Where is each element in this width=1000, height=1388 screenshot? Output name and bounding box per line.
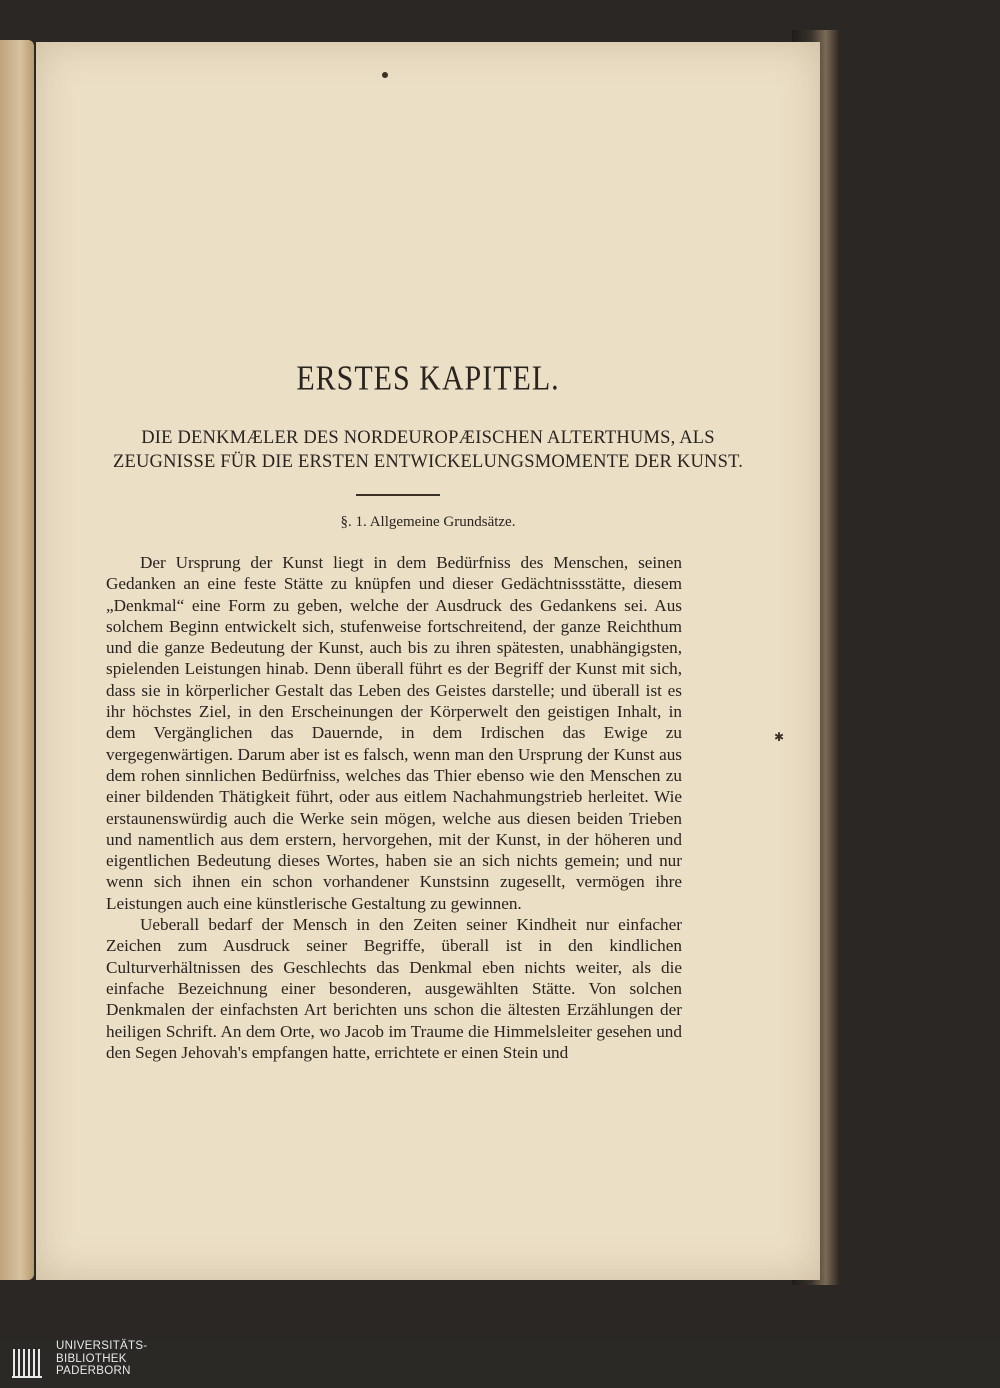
body-text [106, 552, 682, 1063]
margin-mark: ✱ [774, 730, 785, 744]
ink-dot [382, 72, 388, 78]
footer-bar [0, 1338, 1000, 1388]
paragraph: Ueberall bedarf der Mensch in den Zeiten seiner Kindheit nur einfacher Zeichen zum Ausdruck seiner Begriffe, überall ist in den kindlichen Culturverhältnissen des Geschlechts das Denkmal eben nichts weiter, als die einfache Bezeichnung einer besonderen, ausgewählten Stätte. Von solchen Denkmalen der einfachsten Art berichten uns schon die ältesten Erzählungen der heiligen Schrift. An dem Orte, wo Jacob im Traume die Himmelsleiter gesehen und den Segen Jehovah's empfangen hatte, errichtete er einen Stein und [106, 915, 682, 1062]
title-divider [356, 494, 440, 496]
logo-line: UNIVERSITÄTS- [56, 1340, 148, 1352]
left-page-edge [0, 40, 34, 1280]
section-heading: §. 1. Allgemeine Grundsätze. [340, 514, 516, 530]
chapter-title: ERSTES KAPITEL. [296, 359, 560, 398]
library-logo-icon [12, 1346, 46, 1380]
chapter-subtitle: DIE DENKMÆLER DES NORDEUROPÆISCHEN ALTERTHUMS, ALS ZEUGNISSE FÜR DIE ERSTEN ENTWICKELUNGSMOMENTE DER KUNST. [112, 428, 744, 472]
paragraph: Der Ursprung der Kunst liegt in dem Bedürfniss des Menschen, seinen Gedanken an eine feste Stätte zu knüpfen und dieser Gedächtnissstätte, diesem „Denkmal“ eine Form zu geben, welche der Ausdruck des Gedankens sei. Aus solchem Beginn entwickelt sich, stufenweise fortschreitend, der ganze Reichthum und die ganze Bedeutung der Kunst, auch bis zu ihren spätesten, unabhängigsten, spielenden Leistungen hinab. Denn überall führt es der Begriff der Kunst mit sich, dass sie in körperlicher Gestalt das Leben des Geistes darstelle; und überall ist es ihr höchstes Ziel, in den Erscheinungen der Körperwelt den geistigen Inhalt, in dem Vergänglichen das Dauernde, in dem Irdischen das Ewige zu vergegenwärtigen. Darum aber ist es falsch, wenn man den Ursprung der Kunst aus dem rohen sinnlichen Bedürfniss, welches das Thier ebenso wie den Menschen zu einer bildenden Thätigkeit führt, oder aus eitlem Nachahmungstrieb herleitet. Wie erstaunenswürdig auch die Werke sein mögen, welche aus diesen beiden Trieben und namentlich aus dem erstern, hervorgehen, mit der Kunst, in der höheren und eigentlichen Bedeutung dieses Wortes, haben sie an sich nichts gemein; und nur wenn sich ihnen ein schon vorhandener Kunstsinn zugesellt, vermögen ihre Leistungen auch eine künstlerische Gestaltung zu gewinnen. [106, 553, 682, 913]
logo-line: PADERBORN [56, 1365, 131, 1377]
book-page [36, 42, 820, 1280]
logo-line: BIBLIOTHEK [56, 1352, 127, 1365]
library-logo-text [56, 1340, 147, 1378]
